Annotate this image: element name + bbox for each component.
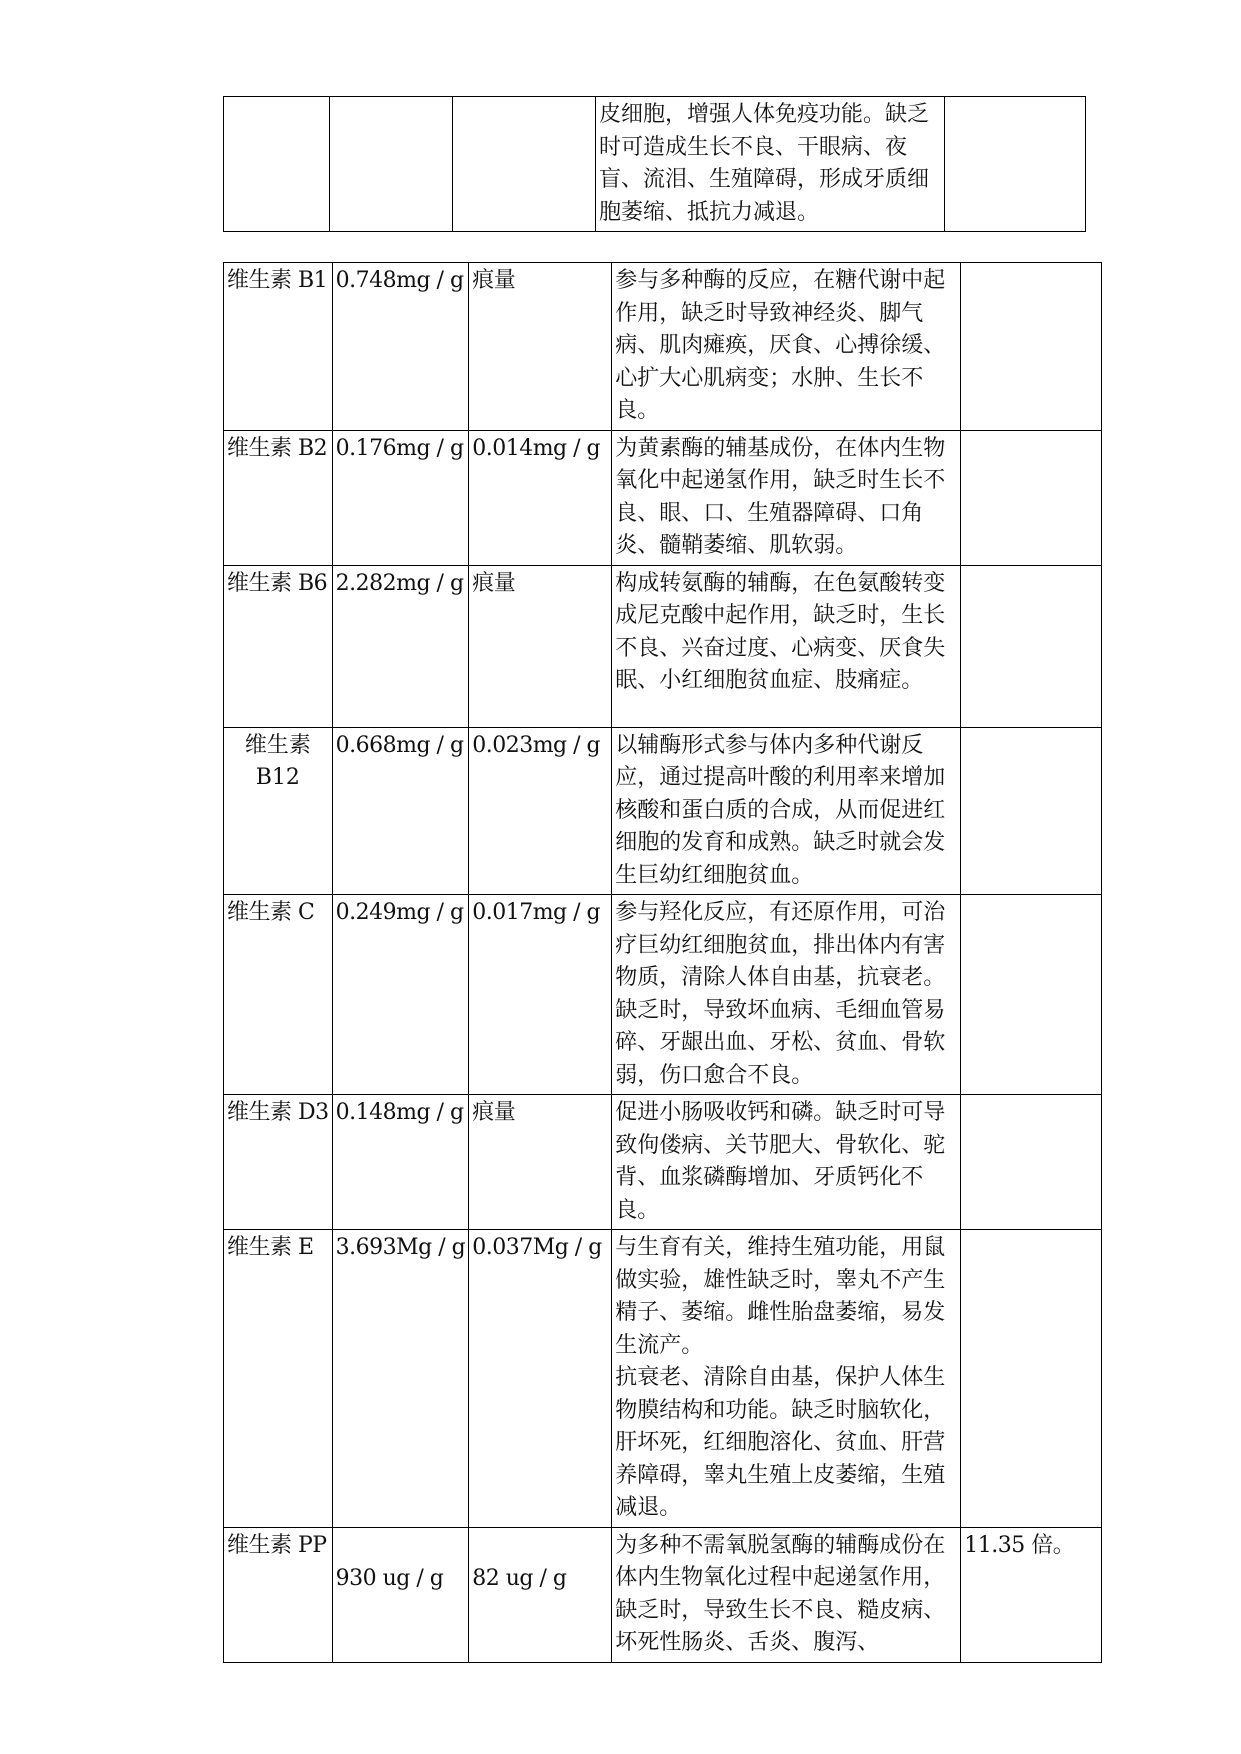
function-cell: 皮细胞，增强人体免疫功能。缺乏时可造成生长不良、干眼病、夜盲、流泪、生殖障碍，形成牙质细胞萎缩、抵抗力减退。	[596, 97, 945, 232]
table-row	[224, 430, 1102, 565]
table-row	[224, 1095, 1102, 1230]
function-cell: 以辅酶形式参与体内多种代谢反应，通过提高叶酸的利用率来增加核酸和蛋白质的合成，从而促进红细胞的发育和成熟。缺乏时就会发生巨幼红细胞贫血。	[612, 727, 961, 895]
function-cell: 为黄素酶的辅基成份，在体内生物氧化中起递氢作用，缺乏时生长不良、眼、口、生殖器障碍、口角炎、髓鞘萎缩、肌软弱。	[612, 430, 961, 565]
function-paragraph: 与生育有关，维持生殖功能，用鼠做实验，雄性缺乏时，睾丸不产生精子、萎缩。雌性胎盘萎缩，易发生流产。	[615, 1235, 946, 1358]
vitamin-name-cell: 维生素 PP	[224, 1527, 333, 1662]
function-cell: 为多种不需氧脱氢酶的辅酶成份在体内生物氧化过程中起递氢作用，缺乏时，导致生长不良、糙皮病、坏死性肠炎、舌炎、腹泻、	[612, 1527, 961, 1662]
comparison-cell: 痕量	[469, 1095, 612, 1230]
function-cell	[612, 1230, 961, 1528]
table-row	[224, 1527, 1102, 1662]
function-cell: 构成转氨酶的辅酶，在色氨酸转变成尼克酸中起作用，缺乏时，生长不良、兴奋过度、心病变、厌食失眠、小红细胞贫血症、肢痛症。	[612, 565, 961, 727]
content-cell: 0.668mg / g	[332, 727, 469, 895]
content-cell	[330, 97, 453, 232]
comparison-cell: 0.014mg / g	[469, 430, 612, 565]
ratio-cell	[945, 97, 1086, 232]
comparison-cell: 0.017mg / g	[469, 895, 612, 1095]
vitamin-name-cell: 维生素 C	[224, 895, 333, 1095]
comparison-cell	[453, 97, 596, 232]
table-row	[224, 727, 1102, 895]
content-cell: 930 ug / g	[332, 1527, 469, 1662]
table-row	[224, 565, 1102, 727]
vitamin-name-cell	[224, 97, 330, 232]
ratio-cell	[961, 1230, 1102, 1528]
content-cell: 0.148mg / g	[332, 1095, 469, 1230]
comparison-cell: 痕量	[469, 565, 612, 727]
content-cell: 0.249mg / g	[332, 895, 469, 1095]
content-cell: 3.693Mg / g	[332, 1230, 469, 1528]
vitamin-name-cell: 维生素 B2	[224, 430, 333, 565]
content-cell: 0.176mg / g	[332, 430, 469, 565]
function-cell: 参与羟化反应，有还原作用，可治疗巨幼红细胞贫血，排出体内有害物质，清除人体自由基，抗衰老。缺乏时，导致坏血病、毛细血管易碎、牙龈出血、牙松、贫血、骨软弱，伤口愈合不良。	[612, 895, 961, 1095]
ratio-cell	[961, 430, 1102, 565]
vitamin-name-cell: 维生素 B1	[224, 263, 333, 431]
table-row	[224, 263, 1102, 431]
function-cell: 促进小肠吸收钙和磷。缺乏时可导致佝偻病、关节肥大、骨软化、驼背、血浆磷酶增加、牙质钙化不良。	[612, 1095, 961, 1230]
ratio-cell	[961, 727, 1102, 895]
table-row	[224, 97, 1086, 232]
ratio-cell	[961, 565, 1102, 727]
table-row	[224, 895, 1102, 1095]
vitamin-name-cell: 维生素 D3	[224, 1095, 333, 1230]
vitamin-table	[223, 262, 1102, 1663]
ratio-cell: 11.35 倍。	[961, 1527, 1102, 1662]
ratio-cell	[961, 263, 1102, 431]
comparison-cell: 痕量	[469, 263, 612, 431]
function-paragraph: 抗衰老、清除自由基，保护人体生物膜结构和功能。缺乏时脑软化，肝坏死，红细胞溶化、贫血、肝营养障碍，睾丸生殖上皮萎缩，生殖减退。	[615, 1365, 946, 1520]
comparison-cell: 0.023mg / g	[469, 727, 612, 895]
content-cell: 0.748mg / g	[332, 263, 469, 431]
vitamin-name-cell: 维生素 B12	[224, 727, 333, 895]
vitamin-name-cell: 维生素 E	[224, 1230, 333, 1528]
ratio-cell	[961, 1095, 1102, 1230]
content-cell: 2.282mg / g	[332, 565, 469, 727]
top-table-fragment	[223, 96, 1086, 232]
comparison-cell: 0.037Mg / g	[469, 1230, 612, 1528]
comparison-cell: 82 ug / g	[469, 1527, 612, 1662]
table-row	[224, 1230, 1102, 1528]
ratio-cell	[961, 895, 1102, 1095]
function-cell: 参与多种酶的反应，在糖代谢中起作用，缺乏时导致神经炎、脚气病、肌肉瘫痪，厌食、心搏徐缓、心扩大心肌病变；水肿、生长不良。	[612, 263, 961, 431]
vitamin-name-cell: 维生素 B6	[224, 565, 333, 727]
